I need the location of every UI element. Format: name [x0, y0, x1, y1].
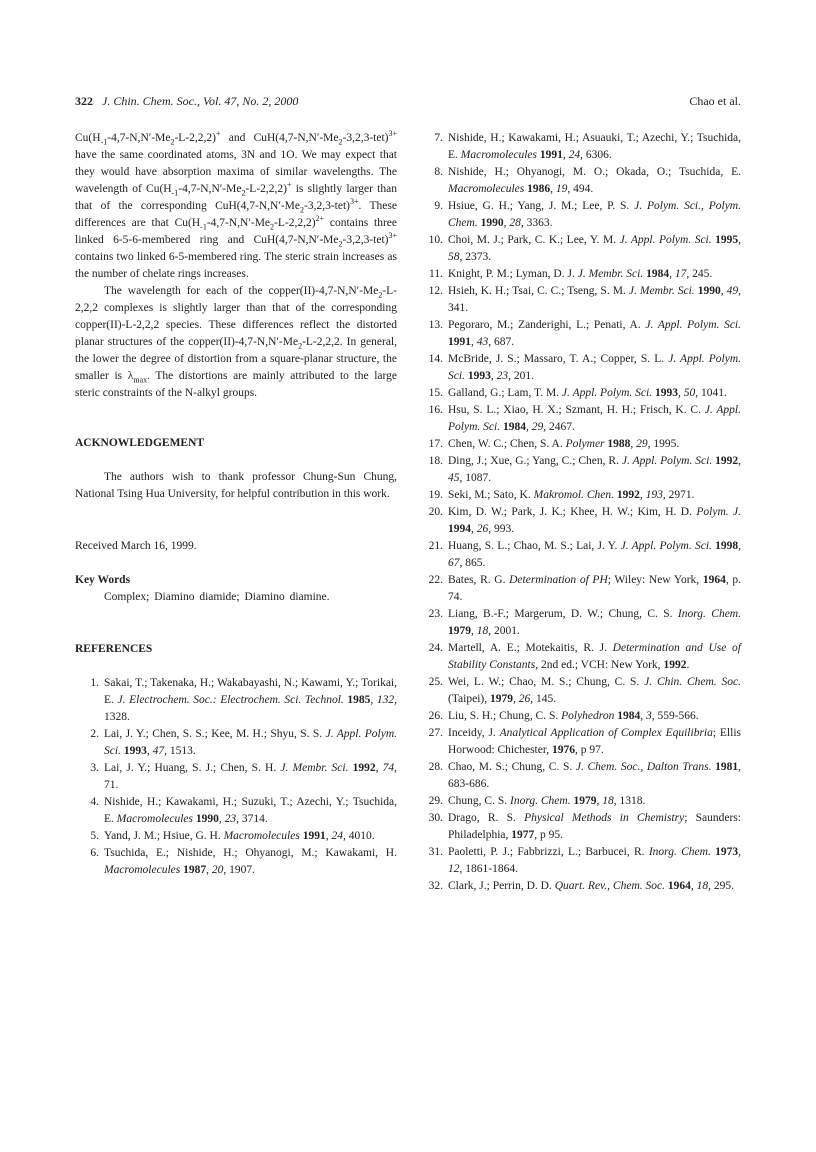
reference-source: J. Appl. Polym. Sci. — [448, 404, 741, 433]
reference-year: 1990 — [195, 813, 219, 825]
reference-authors: Seki, M.; Sato, K. — [448, 489, 534, 501]
superscript: + — [215, 129, 221, 139]
reference-item: 31. Paoletti, P. J.; Fabbrizzi, L.; Barbucei, R. Inorg. Chem. 1973, 12, 1861-1864. — [419, 844, 741, 878]
text-run: is slightly larger than that of the corresponding CuH(4,7-N,N′-Me — [75, 183, 397, 212]
reference-number: 14. — [428, 353, 443, 365]
text-run: -4,7-N,N′-Me — [107, 132, 171, 144]
reference-authors: Ding, J.; Xue, G.; Yang, C.; Chen, R. — [448, 455, 622, 467]
subscript: -1 — [171, 188, 179, 198]
reference-pages: 1907. — [229, 864, 255, 876]
reference-authors: Clark, J.; Perrin, D. D. — [448, 880, 555, 892]
text-run: contains two linked 6-5-membered ring. The steric strain increases as the number of chelate rings increases. — [75, 251, 397, 280]
reference-year: 1977 — [511, 829, 535, 841]
reference-number: 20. — [428, 506, 443, 518]
reference-item: 2. Lai, J. Y.; Chen, S. S.; Kee, M. H.; Shyu, S. S. J. Appl. Polym. Sci. 1993, 47, 1513. — [75, 726, 397, 760]
reference-pages: 1861-1864. — [465, 863, 518, 875]
reference-pages: 1513. — [169, 745, 196, 757]
text-run: -3,2,3-tet) — [342, 234, 389, 246]
reference-item: 25. Wei, L. W.; Chao, M. S.; Chung, C. S. J. Chin. Chem. Soc. (Taipei), 1979, 26, 145. — [419, 674, 741, 708]
subscript: 2 — [170, 137, 175, 147]
reference-year: 1979 — [489, 693, 513, 705]
reference-authors: Hsieh, K. H.; Tsai, C. C.; Tseng, S. M. — [448, 285, 629, 297]
reference-item: 11. Knight, P. M.; Lyman, D. J. J. Membr. Sci. 1984, 17, 245. — [419, 266, 741, 283]
reference-year: 1985 — [347, 694, 371, 706]
reference-pages: 2001. — [494, 625, 520, 637]
reference-source: J. Membr. Sci. — [628, 285, 695, 297]
reference-pages: p. 74. — [448, 574, 741, 603]
reference-pages: 993. — [494, 523, 515, 535]
reference-volume: 28 — [509, 217, 521, 229]
reference-source: Inorg. Chem. — [677, 608, 741, 620]
reference-authors: Inceidy, J. — [448, 727, 500, 739]
reference-number: 31. — [428, 846, 443, 858]
reference-number: 29. — [428, 795, 443, 807]
reference-item: 18. Ding, J.; Xue, G.; Yang, C.; Chen, R. J. Appl. Polym. Sci. 1992, 45, 1087. — [419, 453, 741, 487]
superscript: + — [286, 180, 292, 190]
reference-list-right — [419, 130, 741, 895]
reference-authors: Liang, B.-F.; Margerum, D. W.; Chung, C. S. — [448, 608, 678, 620]
reference-pages: 341. — [448, 302, 469, 314]
reference-source: Macromolecules — [116, 813, 193, 825]
reference-publisher: , 2nd ed.; VCH: New York, — [535, 659, 664, 671]
reference-number: 1. — [90, 677, 99, 689]
reference-number: 15. — [428, 387, 443, 399]
reference-authors: Lai, J. Y.; Huang, S. J.; Chen, S. H. — [104, 762, 281, 774]
reference-year: 1984 — [502, 421, 526, 433]
reference-pages: 494. — [573, 183, 594, 195]
reference-year: 1984 — [646, 268, 670, 280]
reference-item: 3. Lai, J. Y.; Huang, S. J.; Chen, S. H. J. Membr. Sci. 1992, 74, 71. — [75, 760, 397, 794]
reference-source: J. Chin. Chem. Soc. — [644, 676, 742, 688]
reference-year: 1993 — [123, 745, 147, 757]
reference-number: 6. — [90, 847, 99, 859]
reference-pages: 201. — [513, 370, 534, 382]
text-run: -L-2,2,2. In general, the lower the degree of distortion from a square-planar structure, the smaller is λ — [75, 336, 398, 382]
reference-year: 1987 — [183, 864, 207, 876]
reference-pages: 2373. — [465, 251, 492, 263]
reference-source: J. Membr. Sci. — [577, 268, 644, 280]
reference-volume: 47 — [152, 745, 165, 757]
reference-publisher: ; Wiley: New York, — [607, 574, 703, 586]
left-column — [75, 130, 397, 879]
reference-volume: 43 — [476, 336, 489, 348]
reference-year: 1986 — [527, 183, 551, 195]
reference-pages: 295. — [713, 880, 734, 892]
text-run: -L-2,2,2) — [274, 217, 316, 229]
reference-volume: 18 — [696, 880, 709, 892]
reference-item: 23. Liang, B.-F.; Margerum, D. W.; Chung, C. S. Inorg. Chem. 1979, 18, 2001. — [419, 606, 741, 640]
subscript: 2 — [241, 188, 246, 198]
reference-item: 12. Hsieh, K. H.; Tsai, C. C.; Tseng, S. M. J. Membr. Sci. 1990, 49, 341. — [419, 283, 741, 317]
reference-publisher: ; Ellis Horwood: Chichester, — [448, 727, 741, 756]
reference-pages: 145. — [535, 693, 557, 705]
reference-number: 10. — [428, 234, 443, 246]
subscript: 2 — [378, 290, 383, 300]
reference-number: 2. — [90, 728, 99, 740]
reference-item: 26. Liu, S. H.; Chung, C. S. Polyhedron 1984, 3, 559-566. — [419, 708, 741, 725]
reference-year: 1981 — [715, 761, 739, 773]
body-paragraph-1 — [75, 130, 397, 283]
reference-number: 4. — [90, 796, 99, 808]
reference-item: 21. Huang, S. L.; Chao, M. S.; Lai, J. Y. J. Appl. Polym. Sci. 1998, 67, 865. — [419, 538, 741, 572]
reference-authors: Lai, J. Y.; Chen, S. S.; Kee, M. H.; Shyu, S. S. — [104, 728, 326, 740]
reference-source: J. Appl. Polym. Sci. — [620, 540, 712, 552]
reference-item: 17. Chen, W. C.; Chen, S. A. Polymer 1988, 29, 1995. — [419, 436, 741, 453]
reference-volume: 17 — [674, 268, 687, 280]
reference-source: J. Appl. Polym. Sci. — [448, 353, 741, 382]
reference-authors: Wei, L. W.; Chao, M. S.; Chung, C. S. — [448, 676, 645, 688]
reference-year: 1979 — [573, 795, 597, 807]
reference-authors: Tsuchida, E.; Nishide, H.; Ohyanogi, M.; Kawakami, H. — [104, 847, 397, 859]
reference-item: 1. Sakai, T.; Takenaka, H.; Wakabayashi, N.; Kawami, Y.; Torikai, E. J. Electrochem. Soc.: Electrochem. Sci. Technol. 1985, 132, 1328. — [75, 675, 397, 726]
reference-year: 1973 — [715, 846, 739, 858]
reference-item: 19. Seki, M.; Sato, K. Makromol. Chen. 1992, 193, 2971. — [419, 487, 741, 504]
reference-number: 23. — [428, 608, 443, 620]
reference-volume: 20 — [211, 864, 224, 876]
reference-number: 32. — [428, 880, 443, 892]
acknowledgement-text: The authors wish to thank professor Chung-Sun Chung, National Tsing Hua University, for helpful contribution in this work. — [75, 471, 397, 500]
reference-authors: Pegoraro, M.; Zanderighi, L.; Penati, A. — [448, 319, 646, 331]
reference-pages: 687. — [494, 336, 515, 348]
reference-pages: 71. — [104, 779, 119, 791]
reference-authors: Chao, M. S.; Chung, C. S. — [448, 761, 576, 773]
reference-item: 14. McBride, J. S.; Massaro, T. A.; Copper, S. L. J. Appl. Polym. Sci. 1993, 23, 201. — [419, 351, 741, 385]
reference-number: 27. — [428, 727, 443, 739]
reference-source: J. Appl. Polym. Sci. — [561, 387, 653, 399]
reference-year: 1992 — [352, 762, 376, 774]
reference-year: 1964 — [667, 880, 691, 892]
reference-volume: 74 — [382, 762, 395, 774]
reference-pages: . — [686, 659, 690, 671]
reference-item: 16. Hsu, S. L.; Xiao, H. X.; Szmant, H. H.; Frisch, K. C. J. Appl. Polym. Sci. 1984, 29, 2467. — [419, 402, 741, 436]
reference-pages: 4010. — [348, 830, 375, 842]
reference-pages: 683-686. — [448, 778, 490, 790]
reference-number: 8. — [434, 166, 443, 178]
reference-authors: Kim, D. W.; Park, J. K.; Khee, H. W.; Kim, H. D. — [448, 506, 697, 518]
reference-authors: Drago, R. S. — [448, 812, 525, 824]
reference-item: 9. Hsiue, G. H.; Yang, J. M.; Lee, P. S. J. Polym. Sci., Polym. Chem. 1990, 28, 3363. — [419, 198, 741, 232]
superscript: 3+ — [388, 129, 397, 139]
reference-item: 8. Nishide, H.; Ohyanogi, M. O.; Okada, O.; Tsuchida, E. Macromolecules 1986, 19, 494. — [419, 164, 741, 198]
page-number: 322 — [75, 94, 93, 108]
reference-number: 19. — [428, 489, 443, 501]
reference-pages: 1995. — [653, 438, 680, 450]
reference-pages: 1318. — [619, 795, 646, 807]
subscript: max — [133, 375, 148, 385]
reference-year: 1998 — [715, 540, 739, 552]
reference-source: J. Membr. Sci. — [280, 762, 349, 774]
reference-authors: Martell, A. E.; Motekaitis, R. J. — [448, 642, 613, 654]
keywords-heading: Key Words — [75, 574, 131, 586]
text-run: . The distortions are mainly attributed to the large steric constraints of the N-alkyl groups. — [75, 370, 397, 399]
reference-volume: 23 — [224, 813, 237, 825]
reference-source: Determination of PH — [509, 574, 608, 586]
reference-year: 1976 — [551, 744, 575, 756]
reference-volume: 193 — [645, 489, 663, 501]
reference-volume: 26 — [518, 693, 531, 705]
reference-item: 20. Kim, D. W.; Park, J. K.; Khee, H. W.; Kim, H. D. Polym. J. 1994, 26, 993. — [419, 504, 741, 538]
reference-pages: 2971. — [668, 489, 695, 501]
reference-number: 21. — [428, 540, 443, 552]
reference-number: 9. — [434, 200, 443, 212]
reference-authors: Huang, S. L.; Chao, M. S.; Lai, J. Y. — [448, 540, 621, 552]
reference-source: J. Appl. Polym. Sci. — [104, 728, 398, 757]
reference-year: 1993 — [467, 370, 491, 382]
reference-pages: 6306. — [585, 149, 612, 161]
reference-source: J. Appl. Polym. Sci. — [645, 319, 741, 331]
reference-source: J. Electrochem. Soc.: Electrochem. Sci. Technol. — [117, 694, 344, 706]
reference-source: Inorg. Chem. — [648, 846, 711, 858]
text-run: and CuH(4,7-N,N′-Me — [220, 132, 339, 144]
right-column — [419, 130, 741, 895]
reference-publisher: ; Saunders: Philadelphia, — [448, 812, 741, 841]
reference-pages: 1087. — [465, 472, 492, 484]
reference-year: 1964 — [702, 574, 726, 586]
reference-volume: 67 — [448, 557, 460, 569]
reference-number: 12. — [428, 285, 443, 297]
reference-pages: 3363. — [526, 217, 553, 229]
reference-pages: p 95. — [540, 829, 563, 841]
reference-year: 1979 — [448, 625, 471, 637]
reference-volume: 50 — [683, 387, 696, 399]
reference-source: Physical Methods in Chemistry — [524, 812, 685, 824]
text-run: -4,7-N,N′-Me — [178, 183, 242, 195]
reference-volume: 29 — [636, 438, 648, 450]
reference-source: J. Appl. Polym. Sci. — [619, 234, 712, 246]
reference-year: 1988 — [607, 438, 631, 450]
reference-number: 13. — [428, 319, 443, 331]
reference-year: 1993 — [654, 387, 678, 399]
reference-pages: 2467. — [548, 421, 575, 433]
text-run: -3,2,3-tet) — [342, 132, 389, 144]
subscript: 2 — [298, 341, 303, 351]
reference-year: 1992 — [663, 659, 687, 671]
reference-source: Polyhedron — [561, 710, 615, 722]
reference-source: Determination and Use of Stability Constants — [448, 642, 741, 671]
reference-number: 22. — [428, 574, 443, 586]
acknowledgement-heading: ACKNOWLEDGEMENT — [75, 437, 205, 449]
reference-source: Macromolecules — [104, 864, 181, 876]
reference-pages: 245. — [692, 268, 713, 280]
reference-volume: 132 — [376, 694, 395, 706]
reference-item: 28. Chao, M. S.; Chung, C. S. J. Chem. Soc., Dalton Trans. 1981, 683-686. — [419, 759, 741, 793]
reference-year: 1991 — [539, 149, 563, 161]
reference-item: 6. Tsuchida, E.; Nishide, H.; Ohyanogi, M.; Kawakami, H. Macromolecules 1987, 20, 1907. — [75, 845, 397, 879]
reference-authors: Nishide, H.; Ohyanogi, M. O.; Okada, O.; Tsuchida, E. — [448, 166, 741, 178]
running-header — [75, 94, 741, 109]
reference-authors: Nishide, H.; Kawakami, H.; Suzuki, T.; Azechi, Y.; Tsuchida, E. — [104, 796, 397, 825]
reference-authors: Choi, M. J.; Park, C. K.; Lee, Y. M. — [448, 234, 620, 246]
reference-volume: 29 — [531, 421, 544, 433]
reference-year: 1990 — [480, 217, 504, 229]
reference-number: 7. — [434, 132, 443, 144]
reference-number: 16. — [428, 404, 443, 416]
text-run: Cu(H — [75, 132, 101, 144]
reference-number: 5. — [90, 830, 99, 842]
text-run: contains three linked 6-5-6-membered ring and CuH(4,7-N,N′-Me — [75, 217, 397, 246]
reference-authors: Chen, W. C.; Chen, S. A. — [448, 438, 566, 450]
superscript: 3+ — [349, 197, 359, 207]
text-run: -L-2,2,2) — [174, 132, 216, 144]
text-run: have the same coordinated atoms, 3N and 1O. We may expect that they would have absorption maxima of similar wavelengths. The wavelength of Cu(H — [75, 149, 397, 195]
reference-number: 26. — [428, 710, 443, 722]
reference-year: 1992 — [715, 455, 739, 467]
keywords-text: Complex; Diamino diamide; Diamino diamine. — [104, 591, 330, 603]
reference-volume: 49 — [726, 285, 739, 297]
reference-number: 25. — [428, 676, 443, 688]
reference-item — [419, 640, 741, 674]
reference-year: 1990 — [697, 285, 721, 297]
references-heading: REFERENCES — [75, 643, 153, 655]
journal-citation: J. Chin. Chem. Soc., Vol. 47, No. 2, 2000 — [102, 94, 299, 108]
reference-volume: 18 — [602, 795, 614, 807]
subscript: 2 — [338, 137, 343, 147]
reference-item: 32. Clark, J.; Perrin, D. D. Quart. Rev., Chem. Soc. 1964, 18, 295. — [419, 878, 741, 895]
reference-source: Macromolecules — [448, 183, 525, 195]
reference-pages: 3714. — [241, 813, 268, 825]
reference-source: Macromolecules — [223, 830, 300, 842]
subscript: 2 — [338, 239, 343, 249]
reference-year: 1991 — [448, 336, 471, 348]
reference-volume: 3 — [645, 710, 652, 722]
text-run: The wavelength for each of the copper(II)-4,7-N,N′-Me — [104, 285, 379, 297]
reference-item: 29. Chung, C. S. Inorg. Chem. 1979, 18, 1318. — [419, 793, 741, 810]
reference-source: Polym. J. — [696, 506, 742, 518]
reference-pages: 1328. — [104, 711, 130, 723]
reference-source: Inorg. Chem. — [510, 795, 571, 807]
reference-source: Quart. Rev., Chem. Soc. — [554, 880, 665, 892]
reference-source: Macromolecules — [460, 149, 537, 161]
reference-authors: Knight, P. M.; Lyman, D. J. — [448, 268, 578, 280]
reference-authors: Hsu, S. L.; Xiao, H. X.; Szmant, H. H.; Frisch, K. C. — [448, 404, 705, 416]
reference-volume: 24 — [331, 830, 343, 842]
reference-source: Analytical Application of Complex Equilibria — [499, 727, 713, 739]
reference-number: 28. — [428, 761, 443, 773]
reference-volume: 12 — [448, 863, 460, 875]
reference-number: 24. — [428, 642, 443, 654]
superscript: 3+ — [388, 231, 397, 241]
reference-number: 17. — [428, 438, 443, 450]
reference-item: 13. Pegoraro, M.; Zanderighi, L.; Penati, A. J. Appl. Polym. Sci. 1991, 43, 687. — [419, 317, 741, 351]
reference-item: 7. Nishide, H.; Kawakami, H.; Asuauki, T.; Azechi, Y.; Tsuchida, E. Macromolecules 1991, 24, 6306. — [419, 130, 741, 164]
reference-source: J. Appl. Polym. Sci. — [621, 455, 713, 467]
text-run: -L-2,2,2) — [245, 183, 287, 195]
text-run: -4,7-N,N′-Me — [206, 217, 271, 229]
reference-authors: Hsiue, G. H.; Yang, J. M.; Lee, P. S. — [448, 200, 635, 212]
reference-item: 30. Drago, R. S. Physical Methods in Chemistry; Saunders: Philadelphia, 1977, p 95. — [419, 810, 741, 844]
reference-source: J. Polym. Sci., Polym. Chem. — [448, 200, 741, 229]
reference-item: 10. Choi, M. J.; Park, C. K.; Lee, Y. M. J. Appl. Polym. Sci. 1995, 58, 2373. — [419, 232, 741, 266]
reference-year: 1992 — [616, 489, 640, 501]
reference-authors: Liu, S. H.; Chung, C. S. — [448, 710, 562, 722]
reference-volume: 24 — [568, 149, 581, 161]
reference-item: 27. Inceidy, J. Analytical Application of Complex Equilibria; Ellis Horwood: Chichester, 1976, p 97. — [419, 725, 741, 759]
subscript: -1 — [100, 137, 108, 147]
superscript: 2+ — [315, 214, 325, 224]
reference-pages: 1041. — [700, 387, 727, 399]
running-authors: Chao et al. — [689, 94, 741, 108]
reference-number: 11. — [429, 268, 443, 280]
reference-source: Polymer — [565, 438, 605, 450]
reference-authors: McBride, J. S.; Massaro, T. A.; Copper, S. L. — [448, 353, 669, 365]
reference-number: 30. — [428, 812, 443, 824]
reference-publisher: (Taipei), — [448, 693, 490, 705]
reference-volume: 45 — [448, 472, 460, 484]
reference-authors: Nishide, H.; Kawakami, H.; Asuauki, T.; Azechi, Y.; Tsuchida, E. — [448, 132, 741, 161]
reference-authors: Galland, G.; Lam, T. M. — [448, 387, 562, 399]
reference-year: 1984 — [617, 710, 641, 722]
reference-authors: Paoletti, P. J.; Fabbrizzi, L.; Barbucei, R. — [448, 846, 649, 858]
reference-authors: Yand, J. M.; Hsiue, G. H. — [104, 830, 224, 842]
subscript: 2 — [270, 222, 275, 232]
reference-item: 22. Bates, R. G. Determination of PH; Wiley: New York, 1964, p. 74. — [419, 572, 741, 606]
text-run: -3,2,3-tet) — [304, 200, 350, 212]
reference-authors: Chung, C. S. — [448, 795, 510, 807]
reference-pages: p 97. — [580, 744, 604, 756]
reference-year: 1995 — [715, 234, 739, 246]
reference-source: Makromol. Chen. — [533, 489, 615, 501]
reference-pages: 559-566. — [657, 710, 699, 722]
subscript: -1 — [200, 222, 207, 232]
reference-number: 3. — [90, 762, 99, 774]
reference-volume: 18 — [476, 625, 489, 637]
subscript: 2 — [300, 205, 304, 215]
reference-list-left — [75, 675, 397, 879]
reference-volume: 26 — [476, 523, 489, 535]
reference-item: 15. Galland, G.; Lam, T. M. J. Appl. Polym. Sci. 1993, 50, 1041. — [419, 385, 741, 402]
reference-item: 4. Nishide, H.; Kawakami, H.; Suzuki, T.; Azechi, Y.; Tsuchida, E. Macromolecules 1990, 23, 3714. — [75, 794, 397, 828]
reference-year: 1991 — [302, 830, 326, 842]
received-date: Received March 16, 1999. — [75, 540, 197, 552]
text-run: . These differences are that Cu(H — [75, 200, 397, 229]
reference-volume: 19 — [555, 183, 568, 195]
reference-pages: 865. — [465, 557, 486, 569]
reference-number: 18. — [428, 455, 443, 467]
reference-source: J. Chem. Soc., Dalton Trans. — [575, 761, 712, 773]
text-run: -L-2,2,2 complexes is slightly larger than that of the corresponding copper(II)-L-2,2,2 species. These differences reflect the distorted planar structures of the copper(II)-4,7-N,N′-Me — [75, 285, 397, 348]
reference-year: 1994 — [448, 523, 471, 535]
reference-volume: 23 — [496, 370, 509, 382]
reference-volume: 58 — [448, 251, 460, 263]
reference-item: 5. Yand, J. M.; Hsiue, G. H. Macromolecules 1991, 24, 4010. — [75, 828, 397, 845]
body-paragraph-2 — [75, 283, 397, 402]
reference-authors: Bates, R. G. — [448, 574, 510, 586]
reference-authors: Sakai, T.; Takenaka, H.; Wakabayashi, N.; Kawami, Y.; Torikai, E. — [104, 677, 397, 706]
